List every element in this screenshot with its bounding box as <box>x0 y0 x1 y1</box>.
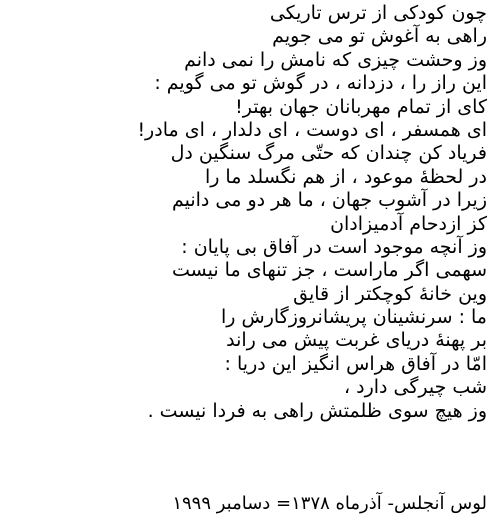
poem-line-14: ما : سرنشینان پریشانروزگارش را <box>221 306 487 329</box>
poem-line-1: چون کودکی از ترس تاریکی <box>269 2 487 24</box>
poem-line-16: امّا در آفاق هراس انگیز این دریا : <box>224 352 487 375</box>
poem-line-18: وز هیچ سوی ظلمتش راهی به فردا نیست . <box>147 399 487 422</box>
poem-body <box>7 2 487 423</box>
poem-line-2: راهی به آغوش تو می جویم <box>272 25 487 48</box>
poem-line-6: ای همسفر ، ای دوست ، ای دلدار ، ای مادر! <box>137 118 487 141</box>
poem-line-13: وین خانهٔ کوچکتر از قایق <box>293 282 487 305</box>
poem-line-9: زیرا در آشوب جهان ، ما هر دو می دانیم <box>171 189 487 212</box>
poem-line-11: وز آنچه موجود است در آفاق بی پایان : <box>181 235 487 258</box>
poem-line-5: کای از تمام مهربانان جهان بهتر! <box>235 95 487 118</box>
poem-line-3: وز وحشت چیزی که نامش را نمی دانم <box>184 48 487 71</box>
poem-line-15: بر پهنهٔ دریای غربت پیش می راند <box>226 329 487 352</box>
poem-line-17: شب چیرگی دارد ، <box>343 376 487 399</box>
poem-line-4: این راز را ، دزدانه ، در گوش تو می گویم : <box>154 72 487 95</box>
signature-place-date: لوس آنجلس- آذرماه ۱۳۷۸= دسامبر ۱۹۹۹ <box>172 493 487 514</box>
poem-line-10: کز ازدحام آدمیزادان <box>330 212 487 235</box>
poem-line-12: سهمی اگر ماراست ، جز تنهای ما نیست <box>172 259 487 282</box>
poem-line-8: در لحظهٔ موعود ، از هم نگسلد ما را <box>204 165 487 188</box>
poem-line-7: فریاد کن چندان که حتّی مرگ سنگین دل <box>170 142 487 165</box>
